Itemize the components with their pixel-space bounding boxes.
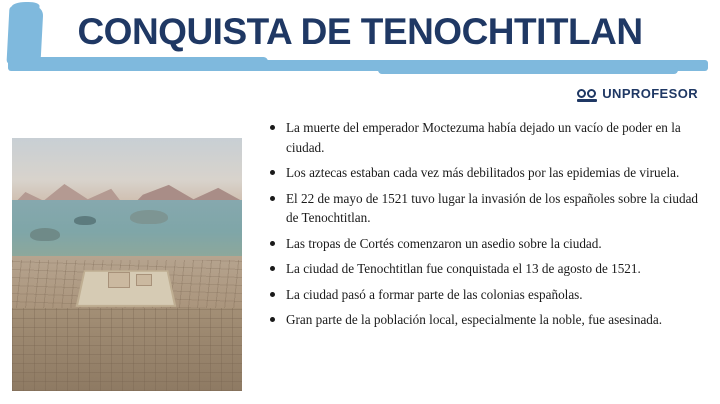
list-item: La muerte del emperador Moctezuma había dejado un vacío de poder en la ciudad. — [268, 118, 708, 157]
illustration-city-blocks-lower — [12, 308, 242, 391]
brand-name: UNPROFESOR — [602, 86, 698, 101]
page-title: CONQUISTA DE TENOCHTITLAN — [77, 11, 643, 52]
list-item: El 22 de mayo de 1521 tuvo lugar la invasión de los españoles sobre la ciudad de Tenochtitlan. — [268, 189, 708, 228]
brand-logo — [577, 86, 698, 101]
slide-header — [0, 0, 720, 78]
illustration-island — [30, 228, 60, 241]
illustration-island — [130, 210, 168, 224]
brush-accent-bottom — [8, 60, 708, 71]
tenochtitlan-illustration — [12, 138, 242, 391]
list-item: La ciudad de Tenochtitlan fue conquistada el 13 de agosto de 1521. — [268, 259, 708, 279]
illustration-pyramid — [108, 272, 130, 288]
list-item: Los aztecas estaban cada vez más debilitados por las epidemias de viruela. — [268, 163, 708, 183]
camera-glasses-icon — [577, 87, 598, 101]
list-item: La ciudad pasó a formar parte de las colonias españolas. — [268, 285, 708, 305]
list-item: Gran parte de la población local, especialmente la noble, fue asesinada. — [268, 310, 708, 330]
list-item: Las tropas de Cortés comenzaron un asedio sobre la ciudad. — [268, 234, 708, 254]
illustration-island — [74, 216, 96, 225]
illustration-pyramid — [136, 274, 152, 286]
bullet-content — [268, 118, 708, 336]
bullet-list — [268, 118, 708, 330]
